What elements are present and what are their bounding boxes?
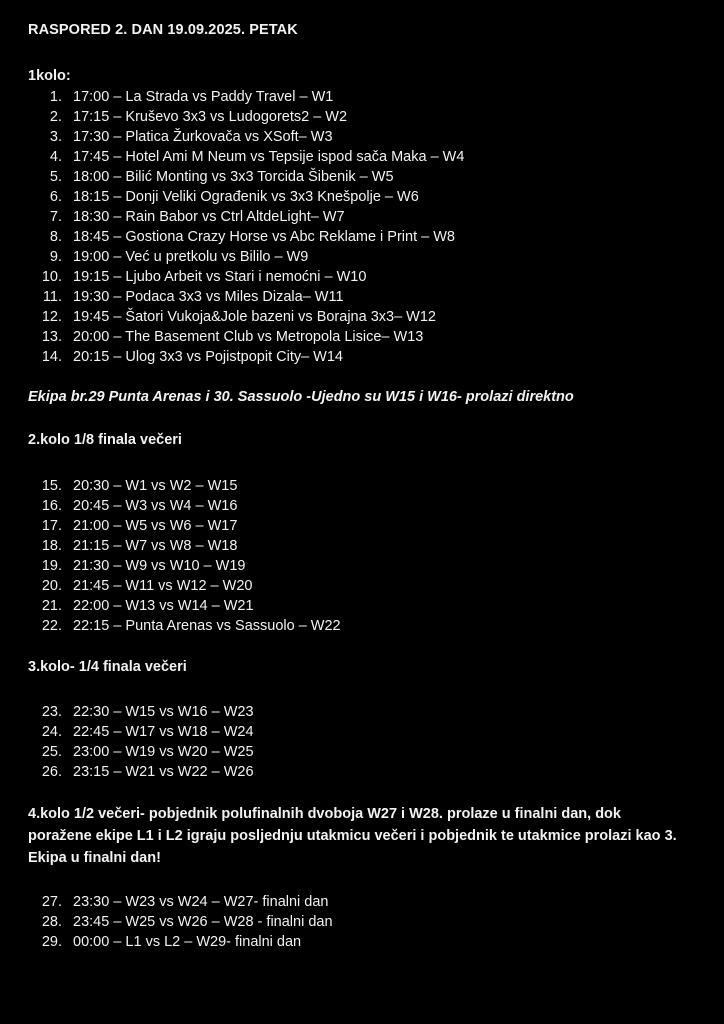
match-text: 22:00 – W13 vs W14 – W21 [73, 598, 254, 614]
match-text: 21:00 – W5 vs W6 – W17 [73, 518, 238, 534]
match-number: 25. [41, 744, 62, 760]
match-number: 9. [49, 249, 62, 265]
match-text: 17:00 – La Strada vs Paddy Travel – W1 [73, 89, 334, 105]
round-2-heading: 2.kolo 1/8 finala večeri [28, 432, 182, 448]
match-number: 5. [49, 169, 62, 185]
match-text: 21:15 – W7 vs W8 – W18 [73, 538, 238, 554]
match-text: 21:45 – W11 vs W12 – W20 [73, 578, 253, 594]
round-4-heading-line: Ekipa u finalni dan! [28, 850, 161, 866]
match-number: 8. [49, 229, 62, 245]
match-number: 17. [41, 518, 62, 534]
match-text: 17:30 – Platica Žurkovača vs XSoft– W3 [73, 129, 333, 145]
match-text: 20:30 – W1 vs W2 – W15 [73, 478, 238, 494]
match-number: 10. [41, 269, 62, 285]
match-text: 19:30 – Podaca 3x3 vs Miles Dizala– W11 [73, 289, 344, 305]
match-number: 19. [41, 558, 62, 574]
match-number: 11. [42, 289, 62, 305]
match-number: 22. [41, 618, 62, 634]
match-number: 23. [41, 704, 62, 720]
match-number: 16. [41, 498, 62, 514]
match-text: 18:15 – Donji Veliki Ograđenik vs 3x3 Knešpolje – W6 [73, 189, 419, 205]
match-text: 19:00 – Već u pretkolu vs Bililo – W9 [73, 249, 309, 265]
match-text: 17:45 – Hotel Ami M Neum vs Tepsije ispod sača Maka – W4 [73, 149, 465, 165]
match-number: 7. [49, 209, 62, 225]
match-number: 14. [41, 349, 62, 365]
match-number: 3. [49, 129, 62, 145]
round-1-heading: 1kolo: [28, 68, 71, 84]
match-number: 26. [41, 764, 62, 780]
match-text: 18:30 – Rain Babor vs Ctrl AltdeLight– W7 [73, 209, 345, 225]
match-text: 23:15 – W21 vs W22 – W26 [73, 764, 254, 780]
match-text: 23:00 – W19 vs W20 – W25 [73, 744, 254, 760]
match-number: 1. [49, 89, 62, 105]
match-number: 24. [41, 724, 62, 740]
document-title: RASPORED 2. DAN 19.09.2025. PETAK [28, 22, 298, 38]
match-text: 18:00 – Bilić Monting vs 3x3 Torcida Šibenik – W5 [73, 169, 394, 185]
direct-qualification-note: Ekipa br.29 Punta Arenas i 30. Sassuolo -Ujedno su W15 i W16- prolazi direktno [28, 389, 574, 405]
round-4-heading-line: poražene ekipe L1 i L2 igraju posljednju utakmicu večeri i pobjednik te utakmice prolazi kao 3. [28, 828, 677, 844]
match-number: 13. [41, 329, 62, 345]
match-text: 17:15 – Kruševo 3x3 vs Ludogorets2 – W2 [73, 109, 348, 125]
match-text: 20:15 – Ulog 3x3 vs Pojistpopit City– W14 [73, 349, 343, 365]
round-3-heading: 3.kolo- 1/4 finala večeri [28, 659, 187, 675]
match-number: 21. [41, 598, 62, 614]
match-text: 20:45 – W3 vs W4 – W16 [73, 498, 238, 514]
match-text: 22:30 – W15 vs W16 – W23 [73, 704, 254, 720]
match-number: 15. [41, 478, 62, 494]
match-number: 2. [49, 109, 62, 125]
match-text: 22:45 – W17 vs W18 – W24 [73, 724, 254, 740]
match-number: 27. [41, 894, 62, 910]
match-text: 23:30 – W23 vs W24 – W27- finalni dan [73, 894, 329, 910]
match-number: 29. [41, 934, 62, 950]
match-number: 18. [41, 538, 62, 554]
match-text: 19:45 – Šatori Vukoja&Jole bazeni vs Borajna 3x3– W12 [73, 309, 436, 325]
match-number: 12. [41, 309, 62, 325]
match-number: 28. [41, 914, 62, 930]
round-4-heading-line: 4.kolo 1/2 večeri- pobjednik polufinalnih dvoboja W27 i W28. prolaze u finalni dan, dok [28, 806, 621, 822]
match-text: 19:15 – Ljubo Arbeit vs Stari i nemoćni – W10 [73, 269, 367, 285]
match-number: 6. [49, 189, 62, 205]
match-number: 4. [49, 149, 62, 165]
round-4-heading [28, 803, 708, 869]
match-text: 21:30 – W9 vs W10 – W19 [73, 558, 246, 574]
match-text: 22:15 – Punta Arenas vs Sassuolo – W22 [73, 618, 341, 634]
match-text: 18:45 – Gostiona Crazy Horse vs Abc Reklame i Print – W8 [73, 229, 455, 245]
match-number: 20. [41, 578, 62, 594]
match-text: 00:00 – L1 vs L2 – W29- finalni dan [73, 934, 302, 950]
match-text: 23:45 – W25 vs W26 – W28 - finalni dan [73, 914, 333, 930]
match-text: 20:00 – The Basement Club vs Metropola Lisice– W13 [73, 329, 424, 345]
